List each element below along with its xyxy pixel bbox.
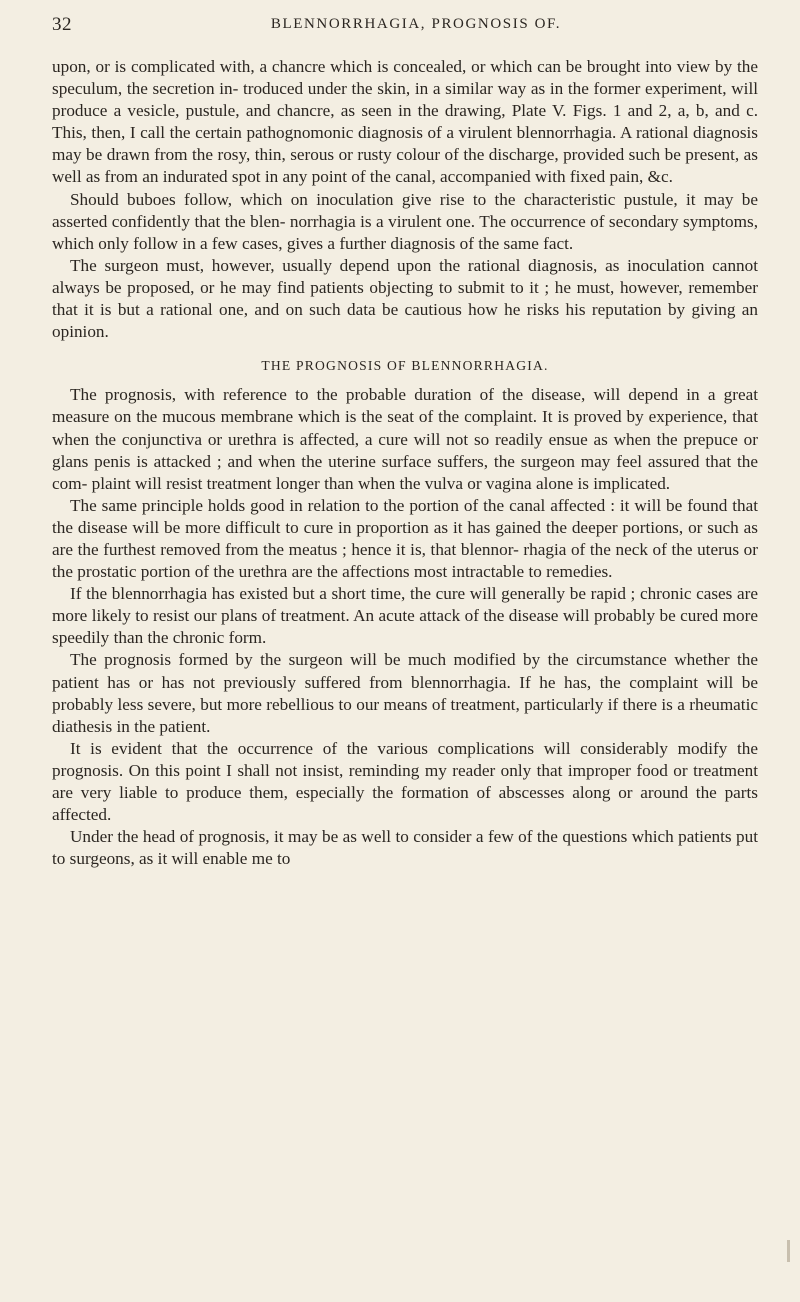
paragraph: Should buboes follow, which on inoculation give rise to the characteristic pustule, it may be asserted confidently that the blen- norrhagia is a virulent one. The occurrence of secondary symptoms, which only follow in a few cases, gives a further diagnosis of the same fact. <box>52 189 758 253</box>
paragraph: Under the head of prognosis, it may be as well to consider a few of the questions which patients put to surgeons, as it will enable me to <box>52 827 758 869</box>
page-number: 32 <box>52 14 72 35</box>
paragraph: upon, or is complicated with, a chancre which is concealed, or which can be brought into view by the speculum, the secretion in- troduced under the skin, in a similar way as in the former experiment, will produce a vesicle, pustule, and chancre, as seen in the drawing, Plate V. Figs. 1 and 2, a, b, and c. This, then, I call the certain pathognomonic diagnosis of a virulent blennorrhagia. A rational diagnosis may be drawn from the rosy, thin, serous or rusty colour of the discharge, provided such be present, as well as from an indurated spot in any point of the canal, accompanied with fixed pain, &c. <box>52 57 758 187</box>
page-edge-mark <box>787 1240 790 1262</box>
paragraph: The same principle holds good in relation to the portion of the canal affected : it will be found that the disease will be more difficult to cure in proportion as it has gained the deeper portions, or such as are the furthest removed from the meatus ; hence it is, that blennor- rhagia of the neck of the uterus or the prostatic portion of the urethra are the affections most intractable to remedies. <box>52 495 758 582</box>
paragraph: The surgeon must, however, usually depend upon the rational diagnosis, as inoculation cannot always be proposed, or he may find patients objecting to submit to it ; he must, however, remember that it is but a rational one, and on such data be cautious how he risks his reputation by giving an opinion. <box>52 255 758 342</box>
paragraph: The prognosis formed by the surgeon will be much modified by the circumstance whether the patient has or has not previously suffered from blennorrhagia. If he has, the complaint will be probably less severe, but more rebellious to our means of treatment, particularly if there is a rheumatic diathesis in the patient. <box>52 650 758 736</box>
section-heading: THE PROGNOSIS OF BLENNORRHAGIA. <box>261 358 549 374</box>
body-text <box>52 56 758 870</box>
page-header <box>52 14 760 44</box>
paragraph: It is evident that the occurrence of the various complications will considerably modify the prognosis. On this point I shall not insist, reminding my reader only that improper food or treatment are very liable to produce them, especially the formation of abscesses along or around the parts affected. <box>52 738 758 825</box>
paragraph: The prognosis, with reference to the probable duration of the disease, will depend in a great measure on the mucous membrane which is the seat of the complaint. It is proved by experience, that when the conjunctiva or urethra is affected, a cure will not so readily ensue as when the prepuce or glans penis is attacked ; and when the uterine surface suffers, the surgeon may feel assured that the com- plaint will resist treatment longer than when the vulva or vagina alone is implicated. <box>52 385 758 493</box>
paragraph: If the blennorrhagia has existed but a short time, the cure will generally be rapid ; chronic cases are more likely to resist our plans of treatment. An acute attack of the disease will probably be cured more speedily than the chronic form. <box>52 584 758 648</box>
running-title: BLENNORRHAGIA, PROGNOSIS OF. <box>270 16 562 32</box>
